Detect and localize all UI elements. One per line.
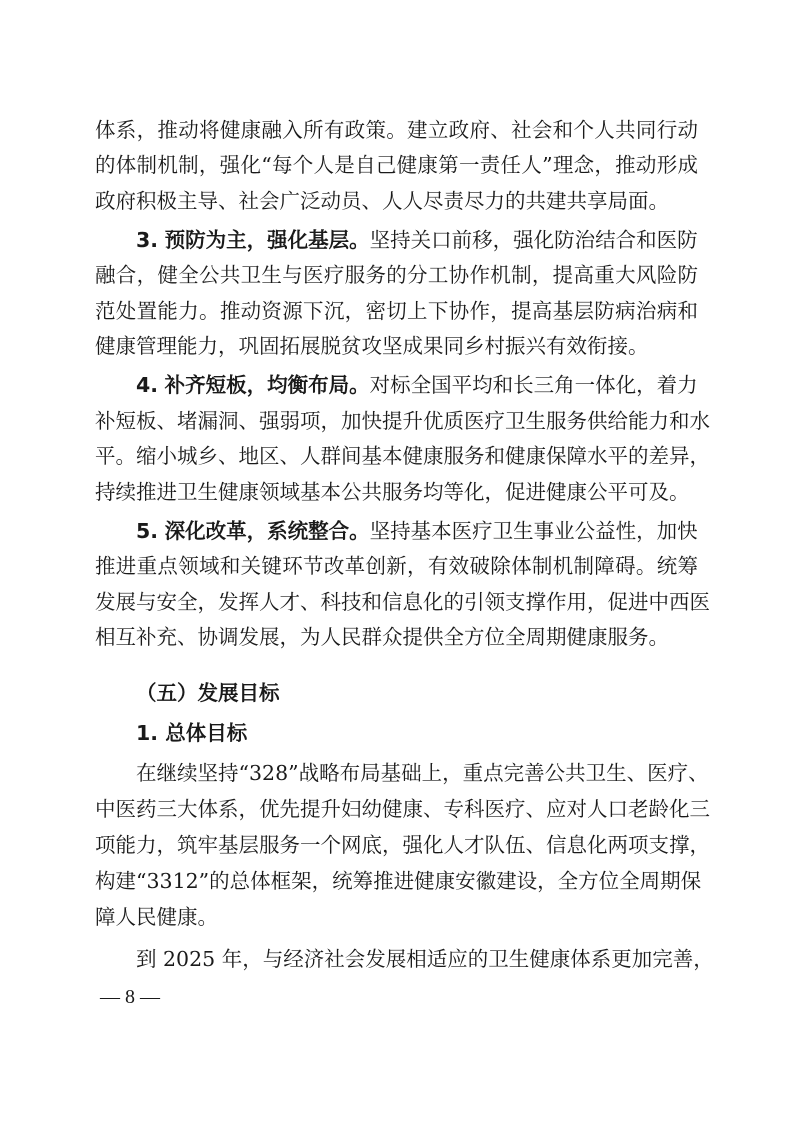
item-heading: 补齐短板，均衡布局。 (164, 373, 370, 397)
text-line: 中医药三大体系，优先提升妇幼健康、专科医疗、应对人口老龄化三 (95, 797, 710, 821)
item-heading: 深化改革，系统整合。 (164, 519, 370, 543)
text-line: 推进重点领域和关键环节改革创新，有效破除体制机制障碍。统筹 (95, 554, 698, 578)
text-line: 发展与安全，发挥人才、科技和信息化的引领支撑作用，促进中西医 (95, 590, 710, 614)
item-number: 5. (136, 519, 159, 543)
text-line: 障人民健康。 (95, 905, 218, 929)
item-heading: 预防为主，强化基层。 (164, 228, 370, 252)
text-line: 到 2025 年，与经济社会发展相适应的卫生健康体系更加完善， (136, 947, 714, 971)
text-line: 政府积极主导、社会广泛动员、人人尽责尽力的共建共享局面。 (95, 189, 669, 213)
text-line: 持续推进卫生健康领域基本公共服务均等化，促进健康公平可及。 (95, 480, 690, 504)
text-line: 平。缩小城乡、地区、人群间基本健康服务和健康保障水平的差异， (95, 444, 710, 468)
item-number: 3. (136, 228, 159, 252)
text-span: 坚持关口前移，强化防治结合和医防 (369, 228, 698, 252)
text-line: 补短板、堵漏洞、强弱项，加快提升优质医疗卫生服务供给能力和水 (95, 409, 710, 433)
text-span: 对标全国平均和长三角一体化，着力 (369, 373, 698, 397)
text-line: 构建“3312”的总体框架，统筹推进健康安徽建设，全方位全周期保 (95, 869, 702, 893)
subsection-heading: 1. 总体目标 (136, 721, 248, 745)
paragraph-3-first-line (136, 223, 698, 257)
text-line: 健康管理能力，巩固拓展脱贫攻坚成果同乡村振兴有效衔接。 (95, 334, 649, 358)
text-line: 的体制机制，强化“每个人是自己健康第一责任人”理念，推动形成 (95, 153, 698, 177)
section-heading: （五）发展目标 (136, 681, 280, 705)
text-line: 在继续坚持“328”战略布局基础上，重点完善公共卫生、医疗、 (136, 761, 709, 785)
page-number: — 8 — (100, 986, 160, 1008)
text-line: 融合，健全公共卫生与医疗服务的分工协作机制，提高重大风险防 (95, 263, 698, 287)
text-span: 坚持基本医疗卫生事业公益性，加快 (369, 519, 698, 543)
text-line: 体系，推动将健康融入所有政策。建立政府、社会和个人共同行动 (95, 118, 698, 142)
text-line: 项能力，筑牢基层服务一个网底，强化人才队伍、信息化两项支撑， (95, 833, 710, 857)
text-line: 范处置能力。推动资源下沉，密切上下协作，提高基层防病治病和 (95, 299, 698, 323)
paragraph-5-first-line (136, 514, 698, 548)
paragraph-4-first-line (136, 368, 698, 402)
item-number: 4. (136, 373, 159, 397)
text-line: 相互补充、协调发展，为人民群众提供全方位全周期健康服务。 (95, 625, 669, 649)
